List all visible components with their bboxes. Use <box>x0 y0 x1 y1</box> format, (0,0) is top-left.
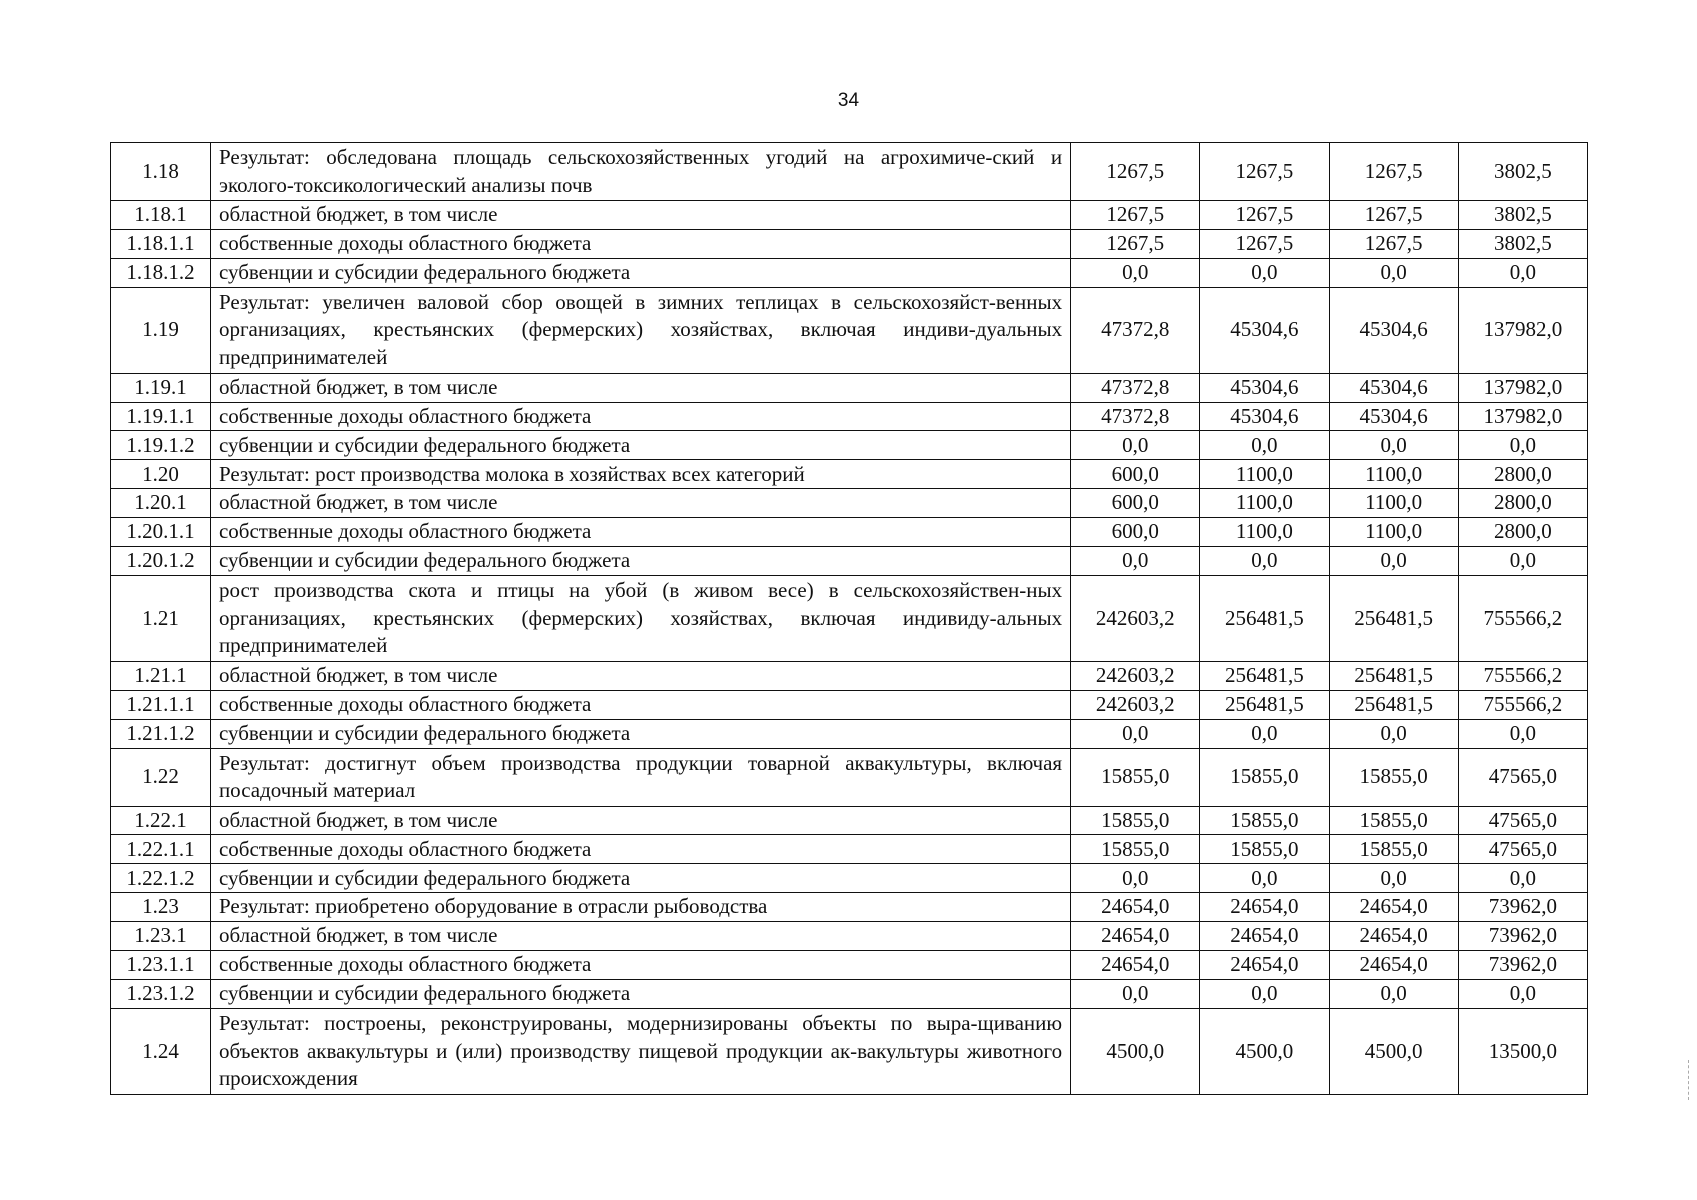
table-row <box>111 864 1588 893</box>
row-code: 1.22 <box>111 748 211 806</box>
row-value-total: 3802,5 <box>1458 143 1587 201</box>
row-value-year-3: 15855,0 <box>1329 806 1458 835</box>
row-value-year-1: 24654,0 <box>1071 922 1200 951</box>
row-value-year-2: 24654,0 <box>1200 893 1329 922</box>
row-code: 1.23 <box>111 893 211 922</box>
row-code: 1.22.1.1 <box>111 835 211 864</box>
row-value-year-3: 15855,0 <box>1329 835 1458 864</box>
table-row <box>111 979 1588 1008</box>
row-value-total: 137982,0 <box>1458 373 1587 402</box>
row-value-year-2: 45304,6 <box>1200 402 1329 431</box>
row-description: субвенции и субсидии федерального бюджета <box>210 258 1070 287</box>
row-value-year-1: 15855,0 <box>1071 748 1200 806</box>
row-code: 1.20.1 <box>111 489 211 518</box>
table-row <box>111 489 1588 518</box>
row-value-total: 0,0 <box>1458 864 1587 893</box>
row-value-year-3: 1267,5 <box>1329 201 1458 230</box>
row-description: Результат: увеличен валовой сбор овощей в зимних теплицах в сельскохозяйст-венных организациях, крестьянских (фермерских) хозяйствах, включая индиви-дуальных предпринимателей <box>210 287 1070 373</box>
row-value-year-3: 0,0 <box>1329 979 1458 1008</box>
row-value-total: 2800,0 <box>1458 518 1587 547</box>
row-value-year-1: 242603,2 <box>1071 661 1200 690</box>
row-value-total: 755566,2 <box>1458 661 1587 690</box>
row-value-year-1: 0,0 <box>1071 979 1200 1008</box>
row-code: 1.18 <box>111 143 211 201</box>
row-value-year-3: 0,0 <box>1329 547 1458 576</box>
row-value-year-1: 0,0 <box>1071 431 1200 460</box>
row-value-year-3: 1267,5 <box>1329 143 1458 201</box>
row-value-year-3: 24654,0 <box>1329 893 1458 922</box>
row-value-year-3: 256481,5 <box>1329 575 1458 661</box>
row-value-year-1: 24654,0 <box>1071 951 1200 980</box>
row-code: 1.20 <box>111 460 211 489</box>
row-value-total: 755566,2 <box>1458 575 1587 661</box>
row-description: субвенции и субсидии федерального бюджета <box>210 547 1070 576</box>
row-description: субвенции и субсидии федерального бюджета <box>210 719 1070 748</box>
row-value-year-3: 0,0 <box>1329 258 1458 287</box>
row-code: 1.23.1 <box>111 922 211 951</box>
page-number: 34 <box>837 90 860 111</box>
row-value-year-3: 1267,5 <box>1329 229 1458 258</box>
row-value-year-2: 256481,5 <box>1200 575 1329 661</box>
row-description: субвенции и субсидии федерального бюджета <box>210 979 1070 1008</box>
row-value-total: 0,0 <box>1458 547 1587 576</box>
table-row <box>111 922 1588 951</box>
row-value-year-2: 0,0 <box>1200 864 1329 893</box>
row-value-year-1: 0,0 <box>1071 547 1200 576</box>
row-value-year-2: 1100,0 <box>1200 518 1329 547</box>
row-value-year-1: 242603,2 <box>1071 575 1200 661</box>
row-value-year-2: 45304,6 <box>1200 287 1329 373</box>
row-description: областной бюджет, в том числе <box>210 661 1070 690</box>
table-row <box>111 690 1588 719</box>
row-value-year-3: 45304,6 <box>1329 402 1458 431</box>
row-code: 1.18.1.1 <box>111 229 211 258</box>
row-description: областной бюджет, в том числе <box>210 489 1070 518</box>
row-value-total: 73962,0 <box>1458 951 1587 980</box>
row-description: собственные доходы областного бюджета <box>210 402 1070 431</box>
table-row <box>111 893 1588 922</box>
row-code: 1.24 <box>111 1008 211 1094</box>
table-row <box>111 373 1588 402</box>
row-code: 1.21 <box>111 575 211 661</box>
row-value-year-2: 0,0 <box>1200 258 1329 287</box>
row-value-year-1: 47372,8 <box>1071 287 1200 373</box>
row-value-total: 0,0 <box>1458 979 1587 1008</box>
table-row <box>111 806 1588 835</box>
row-value-year-1: 600,0 <box>1071 460 1200 489</box>
row-value-year-2: 15855,0 <box>1200 835 1329 864</box>
row-value-total: 73962,0 <box>1458 922 1587 951</box>
row-value-total: 0,0 <box>1458 431 1587 460</box>
row-value-total: 47565,0 <box>1458 835 1587 864</box>
table-row <box>111 547 1588 576</box>
table-row <box>111 719 1588 748</box>
row-value-total: 3802,5 <box>1458 201 1587 230</box>
row-value-year-2: 1267,5 <box>1200 143 1329 201</box>
table-row <box>111 287 1588 373</box>
row-value-year-3: 45304,6 <box>1329 373 1458 402</box>
row-value-year-1: 24654,0 <box>1071 893 1200 922</box>
table-row <box>111 518 1588 547</box>
row-value-year-3: 0,0 <box>1329 864 1458 893</box>
row-value-year-2: 1100,0 <box>1200 489 1329 518</box>
row-value-year-1: 15855,0 <box>1071 835 1200 864</box>
row-code: 1.19 <box>111 287 211 373</box>
row-value-year-2: 256481,5 <box>1200 690 1329 719</box>
row-code: 1.20.1.1 <box>111 518 211 547</box>
table-row <box>111 258 1588 287</box>
row-description: Результат: приобретено оборудование в отрасли рыбоводства <box>210 893 1070 922</box>
budget-table-body <box>111 143 1588 1095</box>
budget-table <box>110 142 1588 1095</box>
table-row <box>111 575 1588 661</box>
row-description: рост производства скота и птицы на убой (в живом весе) в сельскохозяйствен-ных организациях, крестьянских (фермерских) хозяйствах, включая индивиду-альных предпринимателей <box>210 575 1070 661</box>
table-row <box>111 951 1588 980</box>
row-value-year-1: 0,0 <box>1071 864 1200 893</box>
row-description: областной бюджет, в том числе <box>210 373 1070 402</box>
table-row <box>111 661 1588 690</box>
row-value-year-2: 256481,5 <box>1200 661 1329 690</box>
row-value-year-2: 15855,0 <box>1200 806 1329 835</box>
row-description: областной бюджет, в том числе <box>210 922 1070 951</box>
row-value-year-1: 4500,0 <box>1071 1008 1200 1094</box>
row-description: субвенции и субсидии федерального бюджета <box>210 864 1070 893</box>
table-row <box>111 143 1588 201</box>
row-value-year-3: 256481,5 <box>1329 661 1458 690</box>
table-row <box>111 835 1588 864</box>
row-value-year-3: 24654,0 <box>1329 951 1458 980</box>
row-value-year-1: 600,0 <box>1071 518 1200 547</box>
row-code: 1.21.1 <box>111 661 211 690</box>
row-value-year-3: 0,0 <box>1329 431 1458 460</box>
row-description: Результат: рост производства молока в хозяйствах всех категорий <box>210 460 1070 489</box>
row-description: собственные доходы областного бюджета <box>210 518 1070 547</box>
scan-margin-mark <box>1688 1060 1691 1100</box>
row-code: 1.19.1.1 <box>111 402 211 431</box>
row-value-year-2: 1100,0 <box>1200 460 1329 489</box>
row-value-year-3: 1100,0 <box>1329 460 1458 489</box>
row-description: Результат: построены, реконструированы, модернизированы объекты по выра-щиванию объектов аквакультуры и (или) производству пищевой продукции ак-вакультуры животного происхождения <box>210 1008 1070 1094</box>
row-value-year-3: 0,0 <box>1329 719 1458 748</box>
row-code: 1.20.1.2 <box>111 547 211 576</box>
row-description: собственные доходы областного бюджета <box>210 690 1070 719</box>
row-value-year-2: 1267,5 <box>1200 201 1329 230</box>
table-row <box>111 431 1588 460</box>
row-value-total: 755566,2 <box>1458 690 1587 719</box>
table-row <box>111 460 1588 489</box>
row-value-year-3: 45304,6 <box>1329 287 1458 373</box>
row-description: субвенции и субсидии федерального бюджета <box>210 431 1070 460</box>
row-value-year-1: 1267,5 <box>1071 201 1200 230</box>
row-code: 1.21.1.2 <box>111 719 211 748</box>
row-code: 1.22.1.2 <box>111 864 211 893</box>
row-value-year-1: 1267,5 <box>1071 229 1200 258</box>
row-value-year-2: 0,0 <box>1200 979 1329 1008</box>
row-value-year-3: 15855,0 <box>1329 748 1458 806</box>
row-code: 1.23.1.2 <box>111 979 211 1008</box>
row-description: областной бюджет, в том числе <box>210 806 1070 835</box>
table-row <box>111 1008 1588 1094</box>
row-value-year-2: 1267,5 <box>1200 229 1329 258</box>
row-description: Результат: обследована площадь сельскохозяйственных угодий на агрохимиче-ский и эколого-токсикологический анализы почв <box>210 143 1070 201</box>
row-value-year-2: 45304,6 <box>1200 373 1329 402</box>
row-value-total: 47565,0 <box>1458 806 1587 835</box>
row-value-year-1: 242603,2 <box>1071 690 1200 719</box>
row-code: 1.23.1.1 <box>111 951 211 980</box>
row-code: 1.19.1 <box>111 373 211 402</box>
row-value-year-2: 0,0 <box>1200 719 1329 748</box>
row-value-year-2: 15855,0 <box>1200 748 1329 806</box>
row-code: 1.19.1.2 <box>111 431 211 460</box>
row-code: 1.21.1.1 <box>111 690 211 719</box>
row-value-total: 137982,0 <box>1458 287 1587 373</box>
row-value-year-2: 4500,0 <box>1200 1008 1329 1094</box>
row-value-year-1: 15855,0 <box>1071 806 1200 835</box>
row-code: 1.18.1.2 <box>111 258 211 287</box>
row-code: 1.22.1 <box>111 806 211 835</box>
row-value-year-3: 1100,0 <box>1329 518 1458 547</box>
row-value-total: 2800,0 <box>1458 489 1587 518</box>
row-value-year-1: 1267,5 <box>1071 143 1200 201</box>
row-value-total: 2800,0 <box>1458 460 1587 489</box>
row-value-year-1: 0,0 <box>1071 719 1200 748</box>
row-value-total: 0,0 <box>1458 258 1587 287</box>
row-value-year-2: 24654,0 <box>1200 922 1329 951</box>
row-value-total: 137982,0 <box>1458 402 1587 431</box>
row-code: 1.18.1 <box>111 201 211 230</box>
table-row <box>111 748 1588 806</box>
row-description: собственные доходы областного бюджета <box>210 229 1070 258</box>
row-value-year-2: 24654,0 <box>1200 951 1329 980</box>
row-description: Результат: достигнут объем производства продукции товарной аквакультуры, включая посадочный материал <box>210 748 1070 806</box>
row-value-year-1: 600,0 <box>1071 489 1200 518</box>
table-row <box>111 201 1588 230</box>
row-value-year-3: 24654,0 <box>1329 922 1458 951</box>
row-value-year-1: 47372,8 <box>1071 373 1200 402</box>
row-value-year-1: 0,0 <box>1071 258 1200 287</box>
row-value-total: 0,0 <box>1458 719 1587 748</box>
row-value-year-3: 1100,0 <box>1329 489 1458 518</box>
row-value-year-1: 47372,8 <box>1071 402 1200 431</box>
row-description: областной бюджет, в том числе <box>210 201 1070 230</box>
table-row <box>111 402 1588 431</box>
row-value-year-3: 4500,0 <box>1329 1008 1458 1094</box>
table-row <box>111 229 1588 258</box>
row-value-total: 3802,5 <box>1458 229 1587 258</box>
row-value-total: 47565,0 <box>1458 748 1587 806</box>
row-value-total: 73962,0 <box>1458 893 1587 922</box>
row-value-year-3: 256481,5 <box>1329 690 1458 719</box>
row-description: собственные доходы областного бюджета <box>210 951 1070 980</box>
row-value-total: 13500,0 <box>1458 1008 1587 1094</box>
row-value-year-2: 0,0 <box>1200 547 1329 576</box>
row-value-year-2: 0,0 <box>1200 431 1329 460</box>
row-description: собственные доходы областного бюджета <box>210 835 1070 864</box>
